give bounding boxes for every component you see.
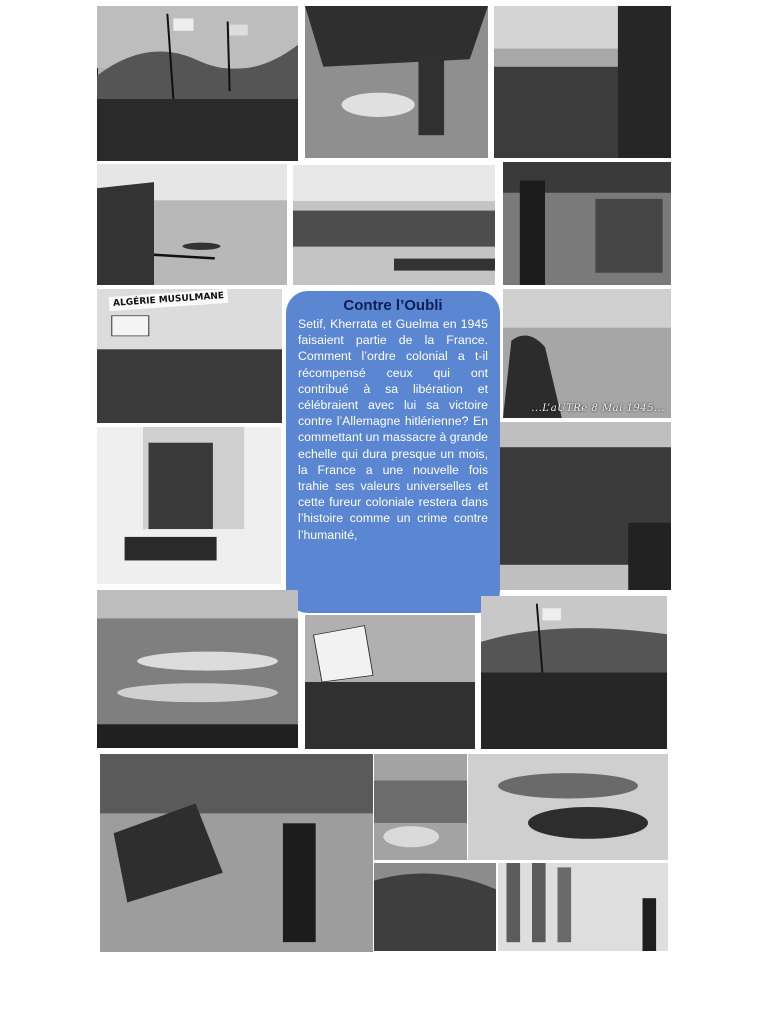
photo-soldier-in-tent <box>305 6 488 158</box>
photo-soldier-with-rifle <box>97 164 287 285</box>
photo-bodies-field <box>97 590 298 748</box>
photo-bodies-on-ground <box>293 165 495 285</box>
photo-crowd-at-sea <box>494 6 671 158</box>
text-panel <box>286 291 500 613</box>
photo-crowd-celebration <box>481 596 667 749</box>
photo-armed-soldiers <box>503 162 671 285</box>
photo-crowd-flag <box>305 615 475 749</box>
photo-soldier-watching <box>503 289 671 418</box>
photo-caption: ...L’aUTRe 8 Mai 1945... <box>531 403 665 414</box>
photo-men-against-wall <box>97 427 281 584</box>
photo-stones-and-body <box>374 754 467 860</box>
panel-title: Contre l’Oubli <box>343 297 443 314</box>
protest-banner-text: ALGÉRIE MUSULMANE <box>109 289 229 311</box>
photo-protest-banner <box>97 289 282 423</box>
photo-bodies-cloth <box>374 863 496 951</box>
photo-crowd-with-flags <box>97 6 298 161</box>
photo-colonnade-street <box>498 863 668 951</box>
photo-soldier-by-tent <box>100 754 373 952</box>
photo-prisoners-line <box>500 422 671 590</box>
panel-body: Setif, Kherrata et Guelma en 1945 faisaient partie de la France. Comment l’ordre colonial a t-il récompensé ceux qui ont contribué à sa libération et célébraient avec lui sa victoire contre l’Allemagne hitlérienne? En commettant un massacre à grande echelle qui dura presque un mois, la France a une nouvelle fois trahie ses valeurs universelles et cette fureur coloniale restera dans l’histoire comme un crime contre l’humanité, <box>298 317 489 542</box>
photo-bodies-closeup <box>468 754 668 860</box>
